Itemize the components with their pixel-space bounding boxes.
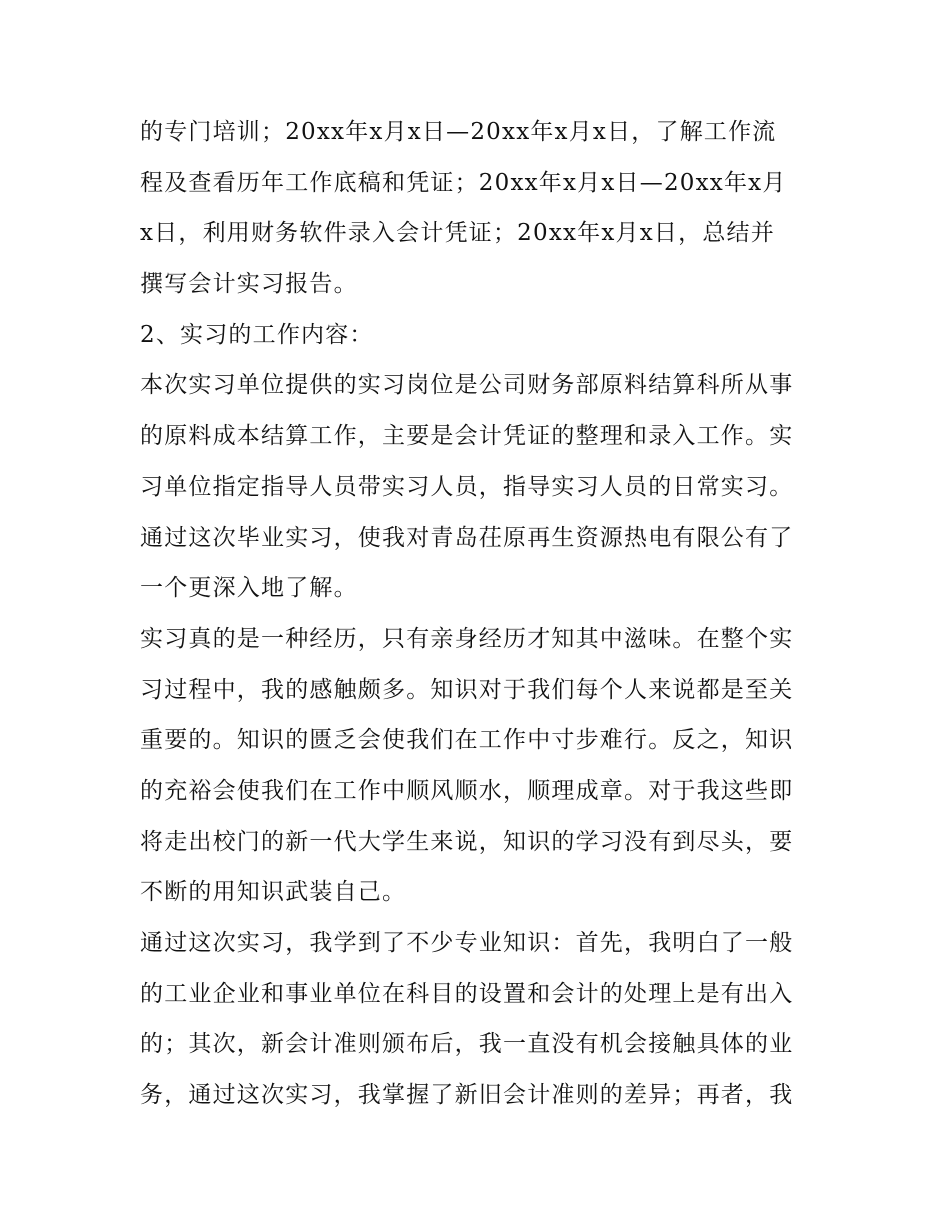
text-line: 程及查看历年工作底稿和凭证；20xx年x月x日—20xx年x月 <box>140 169 787 196</box>
text-line: 将走出校门的新一代大学生来说，知识的学习没有到尽头，要 <box>140 828 794 855</box>
text-line: 本次实习单位提供的实习岗位是公司财务部原料结算科所从事 <box>140 372 794 399</box>
text-line: 重要的。知识的匮乏会使我们在工作中寸步难行。反之，知识 <box>140 727 794 754</box>
text-line: 习过程中，我的感触颇多。知识对于我们每个人来说都是至关 <box>140 676 794 703</box>
text-line: 的充裕会使我们在工作中顺风顺水，顺理成章。对于我这些即 <box>140 777 794 804</box>
text-line: 通过这次毕业实习，使我对青岛茌原再生资源热电有限公有了 <box>140 524 794 551</box>
text-line: 一个更深入地了解。 <box>140 575 358 602</box>
text-line: 习单位指定指导人员带实习人员，指导实习人员的日常实习。 <box>140 473 794 500</box>
text-line: 不断的用知识武装自己。 <box>140 879 407 906</box>
text-line: 实习真的是一种经历，只有亲身经历才知其中滋味。在整个实 <box>140 625 794 652</box>
text-line: 通过这次实习，我学到了不少专业知识：首先，我明白了一般 <box>140 930 794 956</box>
text-line: 的工业企业和事业单位在科目的设置和会计的处理上是有出入 <box>140 980 794 1007</box>
text-line: 撰写会计实习报告。 <box>140 271 358 298</box>
text-line: 务，通过这次实习，我掌握了新旧会计准则的差异；再者，我 <box>140 1082 794 1109</box>
document-body <box>140 107 820 1121</box>
text-line: 的；其次，新会计准则颁布后，我一直没有机会接触具体的业 <box>140 1031 794 1058</box>
text-line: x日，利用财务软件录入会计凭证；20xx年x月x日，总结并 <box>140 220 775 247</box>
text-line: 的专门培训；20xx年x月x日—20xx年x月x日，了解工作流 <box>140 119 777 145</box>
text-line: 的原料成本结算工作，主要是会计凭证的整理和录入工作。实 <box>140 423 794 450</box>
section-heading: 2、实习的工作内容： <box>140 321 374 348</box>
